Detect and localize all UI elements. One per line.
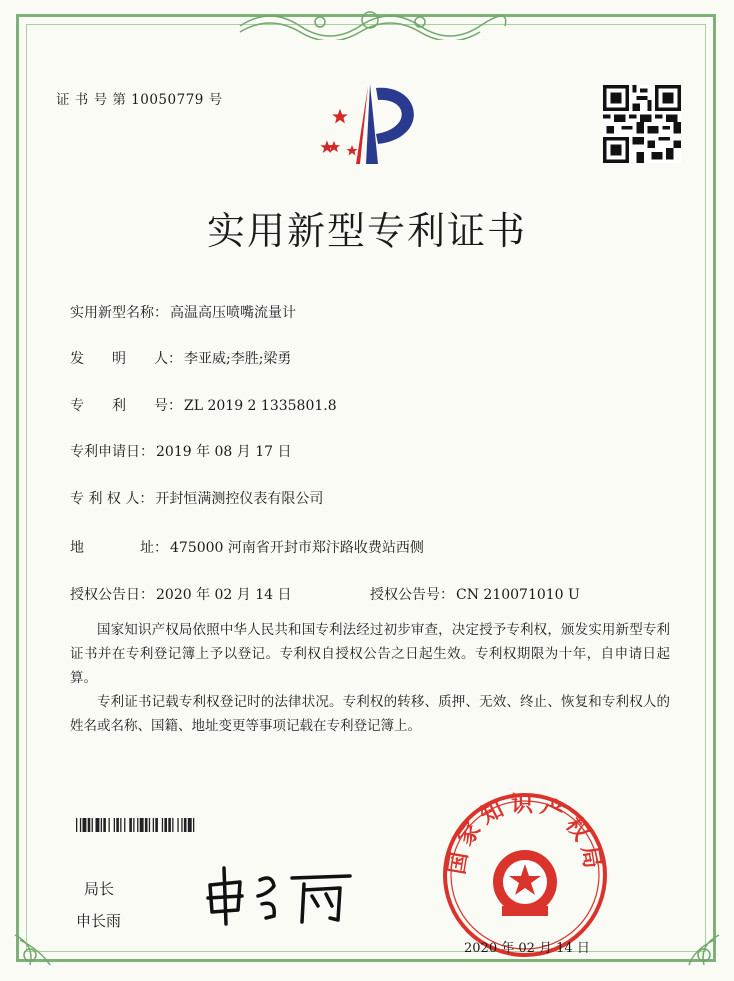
inventor-value: 李亚威;李胜;梁勇 (184, 351, 292, 367)
grant-announce-date-value: 2020 年 02 月 14 日 (156, 587, 292, 603)
official-seal-icon (440, 790, 610, 960)
barcode-icon (76, 818, 316, 832)
application-date-label: 专利申请日： (70, 444, 154, 460)
patentee-value: 开封恒满测控仪表有限公司 (155, 491, 324, 507)
statement-paragraph-1: 国家知识产权局依照中华人民共和国专利法经过初步审查，决定授予专利权，颁发实用新型专利证书并在专利登记簿上予以登记。专利权自授权公告之日起生效。专利权期限为十年，自申请日起算。 (70, 622, 670, 686)
grant-announce-number-label: 授权公告号： (370, 587, 454, 603)
grant-announce-date-label: 授权公告日： (70, 587, 154, 603)
grant-announce-number-row (370, 584, 580, 604)
bottom-right-ornament (684, 930, 724, 970)
address-label: 地 址： (70, 540, 168, 556)
application-date-value: 2019 年 08 月 17 日 (156, 444, 292, 460)
seal-text: 国家知识产权局 (444, 792, 606, 877)
address-value: 475000 河南省开封市郑汴路收费站西侧 (170, 540, 424, 556)
patent-number-row (70, 395, 337, 415)
certificate-number: 证 书 号 第 10050779 号 (56, 92, 223, 108)
certificate-title: 实用新型专利证书 (206, 209, 527, 253)
utility-model-name-value: 高温高压喷嘴流量计 (170, 305, 296, 321)
director-name: 申长雨 (76, 912, 122, 930)
director-signature (200, 860, 360, 930)
patentee-label: 专 利 权 人： (70, 491, 154, 507)
grant-announce-date-row (70, 584, 292, 604)
grant-announce-number-value: CN 210071010 U (456, 587, 580, 603)
utility-model-name-label: 实用新型名称： (70, 305, 168, 321)
patentee-row (70, 488, 323, 508)
seal-date: 2020 年 02 月 14 日 (464, 941, 590, 956)
qr-code-icon (603, 85, 681, 163)
certificate-statement (70, 618, 670, 738)
inventor-label: 发 明 人： (70, 351, 182, 367)
top-ornament (230, 6, 510, 40)
bottom-left-ornament (10, 930, 60, 970)
statement-paragraph-2: 专利证书记载专利权登记时的法律状况。专利权的转移、质押、无效、终止、恢复和专利权人的姓名或名称、国籍、地址变更等事项记载在专利登记簿上。 (70, 694, 670, 734)
patent-number-value: ZL 2019 2 1335801.8 (184, 398, 337, 414)
address-row (70, 537, 424, 557)
inventor-row (70, 348, 291, 368)
director-title: 局长 (84, 880, 115, 898)
utility-model-name-row (70, 302, 296, 322)
application-date-row (70, 441, 292, 461)
patent-number-label: 专 利 号： (70, 398, 182, 414)
cnipa-logo-icon (312, 78, 432, 170)
